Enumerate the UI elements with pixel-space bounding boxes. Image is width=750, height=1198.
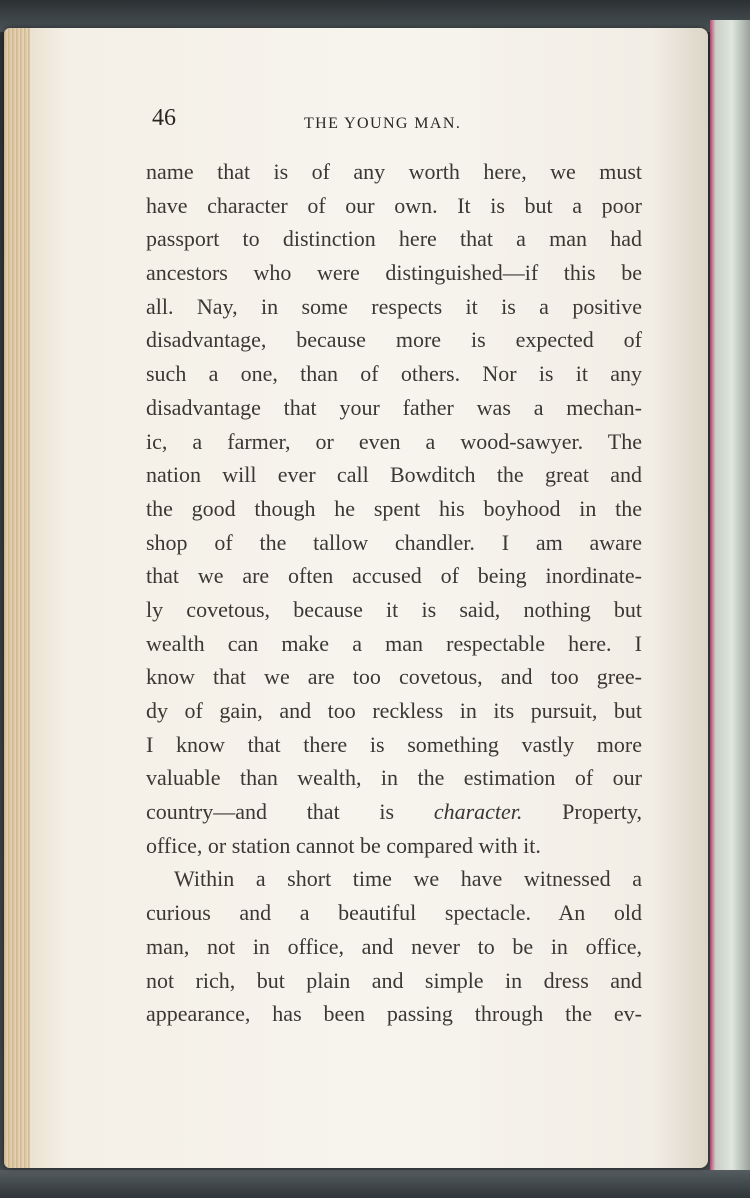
text-line: ic, a farmer, or even a wood-sawyer. The [146, 428, 642, 454]
running-head [148, 105, 648, 139]
text-line: wealth can make a man respectable here. I [146, 630, 642, 656]
text-segment: Property, [522, 799, 642, 825]
text-line: name that is of any worth here, we must [146, 159, 642, 184]
text-line: curious and a beautiful spectacle. An old [146, 900, 642, 926]
text-line: nation will ever call Bowditch the great and [146, 462, 642, 488]
book-cover-bottom [0, 1170, 750, 1198]
text-segment: country—and that is [146, 799, 434, 825]
text-line: that we are often accused of being inordinate- [146, 563, 642, 589]
text-line: valuable than wealth, in the estimation of our [146, 765, 642, 791]
text-line [146, 795, 642, 829]
text-line: dy of gain, and too reckless in its pursuit, but [146, 698, 642, 723]
page-gutter-edge [4, 28, 30, 1168]
page-number: 46 [152, 105, 176, 131]
text-line: not rich, but plain and simple in dress and [146, 967, 642, 993]
paragraph-start-line: Within a short time we have witnessed a [174, 866, 642, 892]
italic-word: character. [433, 799, 523, 825]
text-line: have character of our own. It is but a poor [146, 192, 642, 218]
text-line: ly covetous, because it is said, nothing but [146, 596, 642, 622]
text-line: all. Nay, in some respects it is a positive [146, 293, 642, 319]
text-line: disadvantage that your father was a mechan- [146, 394, 642, 420]
text-line: I know that there is something vastly more [146, 731, 642, 757]
text-line: know that we are too covetous, and too gree- [146, 664, 642, 690]
text-line: the good though he spent his boyhood in the [146, 495, 642, 521]
text-line: man, not in office, and never to be in office, [146, 933, 642, 959]
text-line: passport to distinction here that a man had [146, 226, 642, 252]
body-text [146, 155, 642, 1031]
text-line: shop of the tallow chandler. I am aware [146, 529, 642, 555]
text-line: ancestors who were distinguished—if this be [146, 260, 642, 286]
running-title: THE YOUNG MAN. [304, 115, 462, 132]
paragraph-end-line: office, or station cannot be compared with it. [146, 832, 541, 858]
text-line: disadvantage, because more is expected of [146, 327, 642, 353]
text-line: such a one, than of others. Nor is it any [146, 361, 642, 387]
book-cover-right [710, 20, 750, 1190]
text-line: appearance, has been passing through the ev- [146, 1001, 642, 1027]
